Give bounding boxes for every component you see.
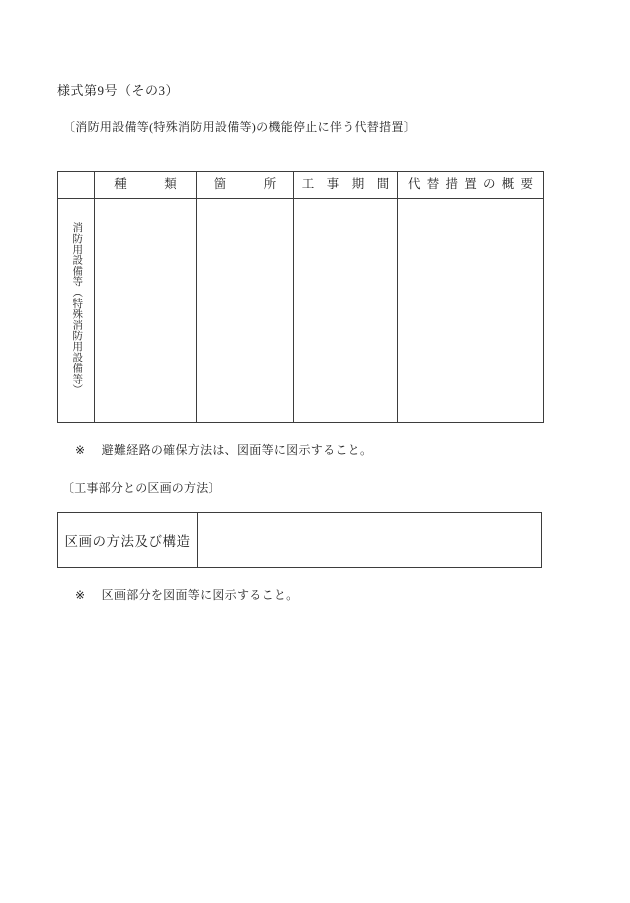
- partition-section-heading: 〔工事部分との区画の方法〕: [62, 481, 221, 495]
- partition-table-row: [58, 513, 542, 568]
- col-header-type: 種 類: [95, 172, 197, 199]
- partition-table: [57, 512, 542, 568]
- evacuation-note: [75, 441, 372, 458]
- evacuation-note-text: 避難経路の確保方法は、図面等に図示すること。: [101, 443, 373, 457]
- overview-input-cell[interactable]: [398, 199, 544, 423]
- equipment-table-body-row: [58, 199, 544, 423]
- col-header-overview: 代 替 措 置 の 概 要: [398, 172, 544, 199]
- row-header-vertical-text: 消防用設備等（特殊消防用設備等）: [71, 222, 83, 396]
- partition-note-text: 区画部分を図面等に図示すること。: [101, 588, 299, 602]
- equipment-table-header-row: [58, 172, 544, 199]
- col-header-location: 箇 所: [197, 172, 294, 199]
- form-number: 様式第9号（その3）: [57, 83, 180, 98]
- type-input-cell[interactable]: [95, 199, 197, 423]
- period-input-cell[interactable]: [294, 199, 398, 423]
- reference-mark-icon: ※: [75, 443, 86, 457]
- partition-method-input-cell[interactable]: [198, 513, 542, 568]
- partition-note: [75, 586, 298, 603]
- location-input-cell[interactable]: [197, 199, 294, 423]
- partition-method-label: 区画の方法及び構造: [58, 513, 198, 568]
- reference-mark-icon: ※: [75, 588, 86, 602]
- equipment-table: [57, 171, 544, 423]
- row-header-equipment: [58, 199, 95, 423]
- form-subtitle: 〔消防用設備等(特殊消防用設備等)の機能停止に伴う代替措置〕: [63, 120, 416, 134]
- col-header-period: 工 事 期 間: [294, 172, 398, 199]
- corner-cell: [58, 172, 95, 199]
